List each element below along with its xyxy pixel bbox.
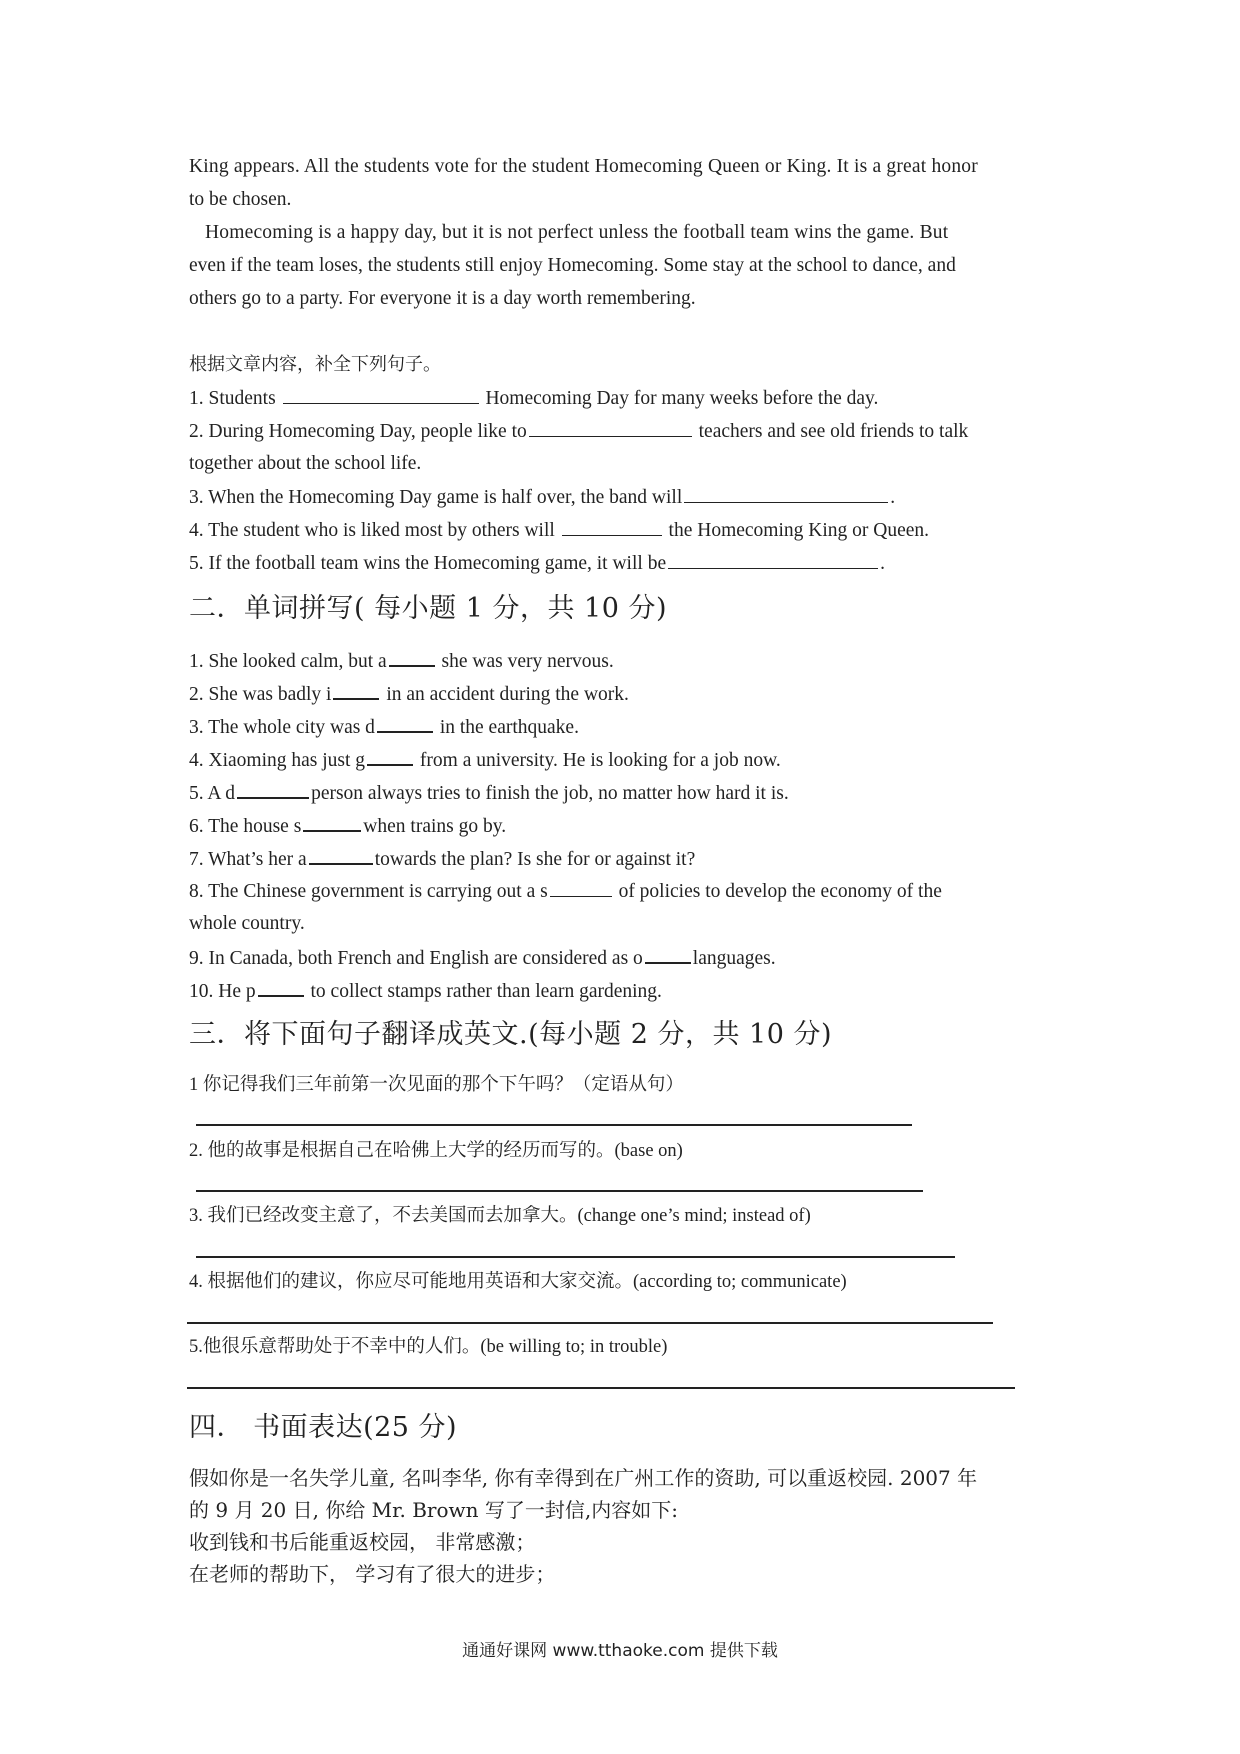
answer-blank[interactable]: [550, 879, 612, 897]
spelling-item: [189, 846, 695, 872]
writing-prompt-line: 假如你是一名失学儿童, 名叫李华, 你有幸得到在广州工作的资助, 可以重返校园. 2007 年: [189, 1466, 978, 1490]
answer-blank[interactable]: [303, 813, 361, 832]
item-text: of policies to develop the economy of the: [618, 881, 942, 902]
item-text: in an accident during the work.: [386, 684, 629, 705]
item-text: in the earthquake.: [439, 717, 579, 738]
item-text: 10. He p: [189, 981, 256, 1002]
item-text: 2. She was badly i: [189, 684, 332, 705]
writing-prompt-line: 在老师的帮助下， 学习有了很大的进步；: [189, 1562, 556, 1586]
spelling-item: [189, 747, 781, 773]
answer-blank[interactable]: [333, 681, 379, 700]
spelling-item: [189, 714, 579, 740]
section-heading: 二．单词拼写( 每小题 1 分，共 10 分): [189, 593, 668, 624]
translation-prompt: 2. 他的故事是根据自己在哈佛上大学的经历而写的。(base on): [189, 1141, 683, 1161]
completion-instruction: 根据文章内容，补全下列句子。: [189, 354, 441, 375]
item-text: 5. A d: [189, 783, 236, 804]
item-text: 9. In Canada, both French and English are considered as o: [189, 948, 643, 969]
item-text: 3. The whole city was d: [189, 717, 375, 738]
question-text: 3. When the Homecoming Day game is half over, the band will: [189, 487, 683, 508]
completion-question: [189, 485, 895, 510]
completion-question: [189, 518, 929, 543]
item-text: towards the plan? Is she for or against it?: [374, 849, 696, 870]
page-footer: 通通好课网 www.tthaoke.com 提供下载: [462, 1641, 778, 1661]
completion-question: [189, 419, 968, 444]
answer-blank[interactable]: [377, 714, 433, 733]
completion-question: [189, 386, 878, 411]
answer-line[interactable]: [187, 1387, 1015, 1389]
answer-blank[interactable]: [309, 846, 373, 865]
completion-question: [189, 551, 885, 576]
answer-line[interactable]: [196, 1190, 923, 1192]
item-text: 4. Xiaoming has just g: [189, 750, 366, 771]
answer-blank[interactable]: [283, 386, 479, 404]
section-heading: 三．将下面句子翻译成英文.(每小题 2 分，共 10 分): [189, 1019, 833, 1050]
passage-line: others go to a party. For everyone it is a day worth remembering.: [189, 288, 696, 309]
question-text: teachers and see old friends to talk: [698, 421, 969, 442]
answer-blank[interactable]: [562, 518, 662, 536]
translation-prompt: 3. 我们已经改变主意了，不去美国而去加拿大。(change one’s mind; instead of): [189, 1206, 811, 1226]
passage-line: even if the team loses, the students still enjoy Homecoming. Some stay at the school to dance, and: [189, 255, 956, 276]
question-text: 5. If the football team wins the Homecoming game, it will be: [189, 553, 667, 574]
item-text: to collect stamps rather than learn gardening.: [310, 981, 662, 1002]
section-heading: 四． 书面表达(25 分): [189, 1412, 458, 1443]
question-text: the Homecoming King or Queen.: [668, 520, 930, 541]
spelling-item: [189, 813, 506, 839]
spelling-item: [189, 879, 942, 904]
passage-line: Homecoming is a happy day, but it is not perfect unless the football team wins the game. But: [205, 222, 949, 243]
answer-blank[interactable]: [668, 551, 878, 569]
item-text: from a university. He is looking for a job now.: [419, 750, 781, 771]
question-text: 1. Students: [189, 388, 276, 409]
translation-prompt: 5.他很乐意帮助处于不幸中的人们。(be willing to; in trouble): [189, 1337, 668, 1357]
answer-blank[interactable]: [684, 485, 888, 503]
spelling-item: [189, 978, 662, 1004]
question-text: Homecoming Day for many weeks before the day.: [485, 388, 879, 409]
passage-line: to be chosen.: [189, 189, 292, 210]
answer-line[interactable]: [196, 1124, 912, 1126]
item-text: 6. The house s: [189, 816, 302, 837]
item-text: 8. The Chinese government is carrying out a s: [189, 881, 548, 902]
item-text: 1. She looked calm, but a: [189, 651, 387, 672]
answer-blank[interactable]: [367, 747, 413, 766]
item-text: languages.: [692, 948, 776, 969]
question-text: .: [880, 553, 885, 574]
writing-prompt-line: 的 9 月 20 日, 你给 Mr. Brown 写了一封信,内容如下:: [189, 1498, 678, 1522]
spelling-item-cont: whole country.: [189, 913, 305, 934]
answer-blank[interactable]: [529, 419, 692, 437]
answer-blank[interactable]: [258, 978, 304, 997]
item-text: 7. What’s her a: [189, 849, 307, 870]
question-text: .: [890, 487, 896, 508]
spelling-item: [189, 681, 629, 707]
item-text: she was very nervous.: [441, 651, 614, 672]
spelling-item: [189, 648, 614, 674]
passage-line: King appears. All the students vote for the student Homecoming Queen or King. It is a great honor: [189, 156, 978, 177]
item-text: person always tries to finish the job, no matter how hard it is.: [311, 783, 789, 804]
translation-prompt: 4. 根据他们的建议，你应尽可能地用英语和大家交流。(according to; communicate): [189, 1272, 847, 1292]
spelling-item: [189, 945, 776, 971]
answer-blank[interactable]: [389, 648, 435, 667]
writing-prompt-line: 收到钱和书后能重返校园， 非常感激；: [189, 1530, 536, 1554]
answer-line[interactable]: [196, 1256, 955, 1258]
translation-prompt: 1 你记得我们三年前第一次见面的那个下午吗？（定语从句）: [189, 1075, 684, 1095]
answer-line[interactable]: [187, 1322, 993, 1324]
question-text: 2. During Homecoming Day, people like to: [189, 421, 527, 442]
answer-blank[interactable]: [237, 780, 309, 799]
spelling-item: [189, 780, 789, 806]
question-text: 4. The student who is liked most by others will: [189, 520, 555, 541]
item-text: when trains go by.: [363, 816, 507, 837]
completion-question-cont: together about the school life.: [189, 453, 422, 474]
answer-blank[interactable]: [645, 945, 691, 964]
